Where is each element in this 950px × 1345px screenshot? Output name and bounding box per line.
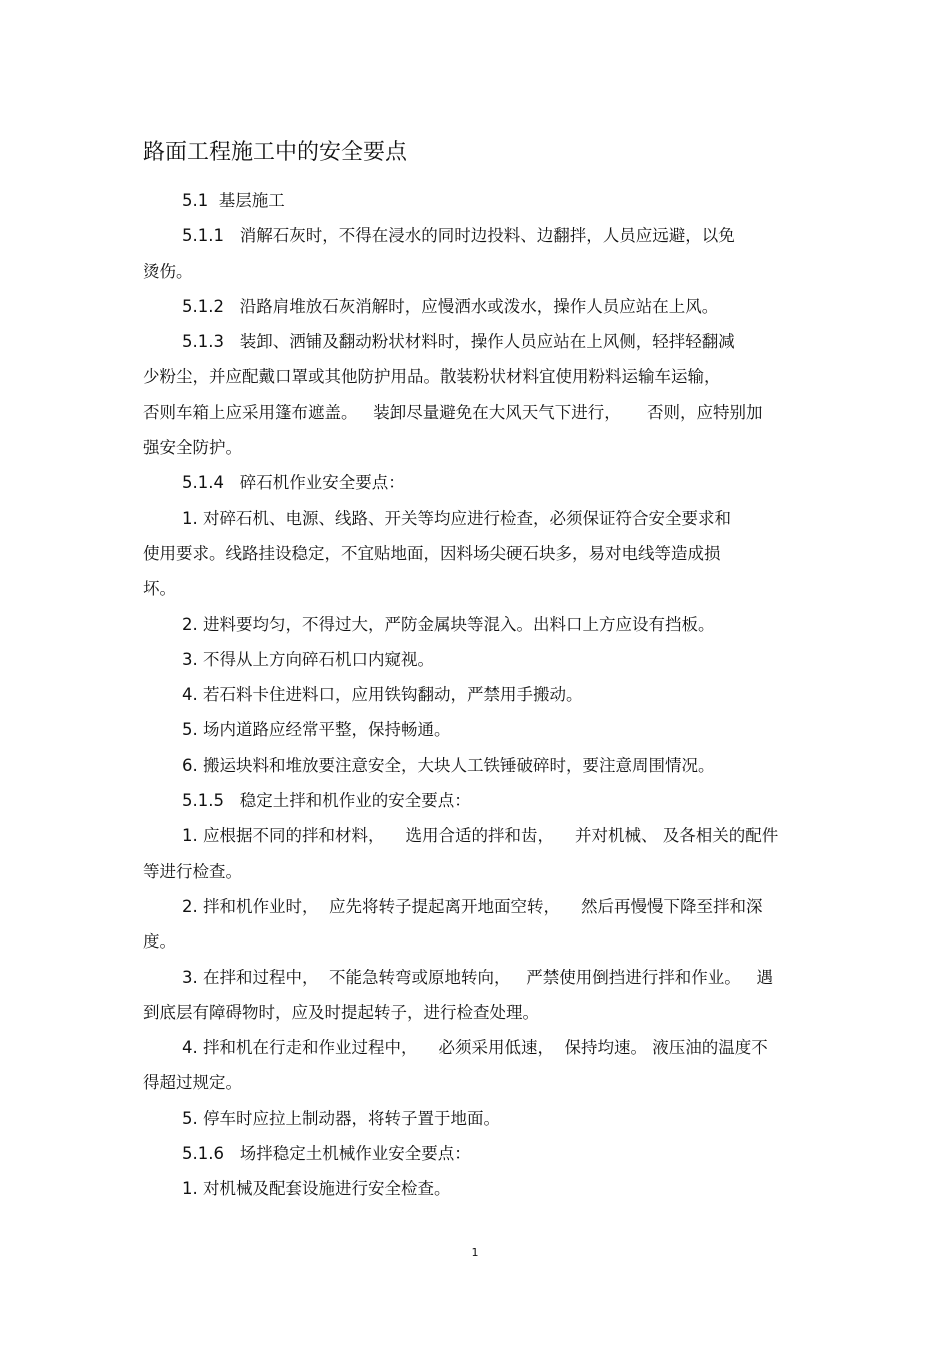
paragraph-line: 5.1.3 装卸、洒铺及翻动粉状材料时，操作人员应站在上风侧，轻拌轻翻减 (182, 332, 735, 352)
paragraph-line: 5. 停车时应拉上制动器，将转子置于地面。 (182, 1108, 500, 1128)
paragraph-line: 5.1.4 碎石机作业安全要点： (182, 473, 405, 493)
paragraph-line: 1. 应根据不同的拌和材料， 选用合适的拌和齿， 并对机械、 及各相关的配件 (182, 826, 779, 846)
paragraph-line: 5.1.5 稳定土拌和机作业的安全要点： (182, 791, 471, 811)
paragraph-line: 5. 场内道路应经常平整，保持畅通。 (182, 720, 451, 740)
paragraph-line: 强安全防护。 (143, 438, 242, 458)
paragraph-line: 3. 不得从上方向碎石机口内窥视。 (182, 649, 434, 669)
paragraph-line: 5.1.6 场拌稳定土机械作业安全要点： (182, 1144, 471, 1164)
paragraph-line: 2. 拌和机作业时， 应先将转子提起离开地面空转， 然后再慢慢下降至拌和深 (182, 896, 763, 916)
paragraph-line: 到底层有障碍物时，应及时提起转子，进行检查处理。 (143, 1002, 539, 1022)
paragraph-line: 烫伤。 (143, 261, 193, 281)
paragraph-line: 5.1 基层施工 (182, 191, 285, 210)
paragraph-line: 1. 对机械及配套设施进行安全检查。 (182, 1179, 451, 1199)
page-number: 1 (471, 1246, 479, 1259)
paragraph-line: 否则车箱上应采用篷布遮盖。 装卸尽量避免在大风天气下进行， 否则，应特别加 (143, 402, 763, 422)
paragraph-line: 5.1.2 沿路肩堆放石灰消解时，应慢洒水或泼水，操作人员应站在上风。 (182, 296, 719, 316)
document-body (143, 183, 811, 1207)
paragraph-line: 1. 对碎石机、电源、线路、开关等均应进行检查，必须保证符合安全要求和 (182, 508, 731, 528)
paragraph-line: 4. 若石料卡住进料口，应用铁钩翻动，严禁用手搬动。 (182, 685, 583, 705)
paragraph-line: 6. 搬运块料和堆放要注意安全，大块人工铁锤破碎时，要注意周围情况。 (182, 755, 715, 775)
paragraph-line: 得超过规定。 (143, 1073, 242, 1093)
paragraph-line: 度。 (143, 932, 176, 952)
document-title: 路面工程施工中的安全要点 (143, 140, 408, 165)
paragraph-line: 少粉尘，并应配戴口罩或其他防护用品。散装粉状材料宜使用粉料运输车运输， (143, 367, 721, 387)
paragraph-line: 使用要求。线路挂设稳定，不宜贴地面，因料场尖硬石块多，易对电线等造成损 (143, 543, 721, 563)
paragraph-line: 4. 拌和机在行走和作业过程中， 必须采用低速， 保持均速。 液压油的温度不 (182, 1038, 768, 1058)
paragraph-line: 3. 在拌和过程中， 不能急转弯或原地转向， 严禁使用倒挡进行拌和作业。 遇 (182, 967, 773, 987)
paragraph-line: 等进行检查。 (143, 861, 242, 881)
paragraph-line: 5.1.1 消解石灰时，不得在浸水的同时边投料、边翻拌，人员应远避，以免 (182, 226, 735, 246)
paragraph-line: 2. 进料要均匀，不得过大，严防金属块等混入。出料口上方应设有挡板。 (182, 614, 715, 634)
paragraph-line: 坏。 (143, 579, 176, 599)
